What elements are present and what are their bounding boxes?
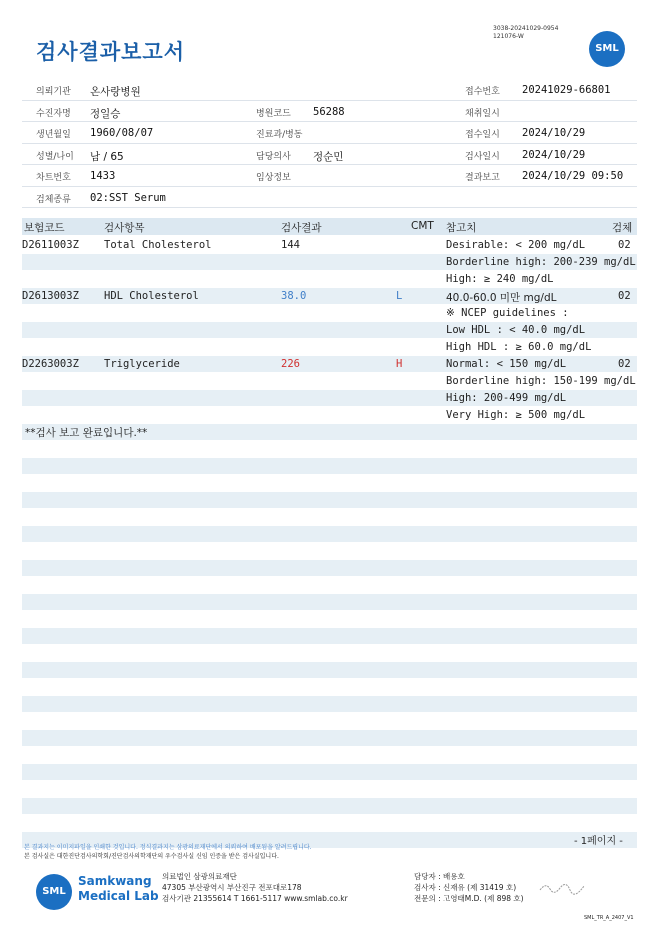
info-row-2 <box>22 101 637 123</box>
row3-code: D2263003Z <box>22 358 79 370</box>
row-stripe <box>22 628 637 644</box>
row1-ref-2: Borderline high: 200-239 mg/dL <box>446 256 636 268</box>
info-row-1 <box>22 79 637 101</box>
row3-item: Triglyceride <box>104 358 180 370</box>
staff-specialist: 전문의 : 고영태M.D. (제 898 호) <box>414 894 524 903</box>
row2-flag: L <box>396 290 403 302</box>
doctor-label: 담당의사 <box>256 151 291 162</box>
signature-scribble <box>538 880 588 896</box>
sex-age-value: 남 / 65 <box>90 150 124 163</box>
row-stripe <box>22 662 637 678</box>
clinical-label: 임상정보 <box>256 173 291 183</box>
row1-code: D2611003Z <box>22 239 79 251</box>
row3-ref-1: Normal: < 150 mg/dL <box>446 358 567 370</box>
row3-specimen: 02 <box>618 358 631 370</box>
org-address: 47305 부산광역시 부산진구 전포대로178 <box>162 883 302 892</box>
brand-line2: Medical Lab <box>78 889 159 903</box>
dept-label: 진료과/병동 <box>256 130 303 140</box>
reference-code <box>493 25 558 41</box>
row2-ref-3: Low HDL : < 40.0 mg/dL <box>446 324 586 336</box>
row-stripe <box>22 560 637 576</box>
specimen-value: 02:SST Serum <box>90 191 166 204</box>
row-stripe <box>22 798 637 814</box>
row-stripe <box>22 526 637 542</box>
test-date-label: 검사일시 <box>465 151 500 162</box>
receipt-no-label: 접수번호 <box>465 87 500 97</box>
row2-item: HDL Cholesterol <box>104 290 199 302</box>
info-row-6 <box>22 187 637 209</box>
org-contact: 검사기관 21355614 T 1661-5117 www.smlab.co.kr <box>162 894 348 903</box>
row1-ref-3: High: ≥ 240 mg/dL <box>446 273 554 285</box>
col-code: 보험코드 <box>24 222 65 234</box>
specimen-label: 검체종류 <box>36 194 71 205</box>
page-number: - 1페이지 - <box>574 836 623 847</box>
col-cmt: CMT <box>411 220 434 232</box>
birth-label: 생년월일 <box>36 130 71 140</box>
institution-value: 온사랑병원 <box>90 86 141 98</box>
row-stripe <box>22 764 637 780</box>
row3-result: 226 <box>281 358 300 370</box>
row3-ref-2: Borderline high: 150-199 mg/dL <box>446 375 636 387</box>
footer-brand <box>78 874 159 904</box>
row1-specimen: 02 <box>618 239 631 251</box>
footer-org-info <box>162 871 348 904</box>
row-stripe <box>22 730 637 746</box>
report-value: 2024/10/29 09:50 <box>522 170 624 182</box>
patient-value: 정일승 <box>90 107 121 120</box>
staff-manager: 담당자 : 배용호 <box>414 872 465 881</box>
footnote-image: 본 결과지는 이미지파일을 인쇄한 것입니다. 정식결과지는 삼광의료재단에서 의뢰하여 배포됨을 알려드립니다. <box>24 844 312 851</box>
brand-line1: Samkwang <box>78 874 152 888</box>
report-complete-note: **검사 보고 완료입니다.** <box>25 427 148 439</box>
ref-code-line2: 121076-W <box>493 33 524 40</box>
receipt-date-value: 2024/10/29 <box>522 127 586 139</box>
doctor-value: 정순민 <box>313 150 344 163</box>
col-item: 검사항목 <box>104 222 145 234</box>
page-title: 검사결과보고서 <box>36 40 186 64</box>
row1-item: Total Cholesterol <box>104 239 212 251</box>
receipt-date-label: 접수일시 <box>465 130 500 140</box>
row3-ref-3: High: 200-499 mg/dL <box>446 392 567 404</box>
row-stripe <box>22 696 637 712</box>
footer-staff <box>414 871 524 904</box>
hospital-code-value: 56288 <box>313 105 345 118</box>
row1-ref-1: Desirable: < 200 mg/dL <box>446 239 586 251</box>
row-stripe <box>22 492 637 508</box>
row2-code: D2613003Z <box>22 290 79 302</box>
col-specimen: 검체 <box>612 222 633 234</box>
receipt-no-value: 20241029-66801 <box>522 84 611 96</box>
row-stripe <box>22 594 637 610</box>
test-date-value: 2024/10/29 <box>522 148 586 161</box>
row3-ref-4: Very High: ≥ 500 mg/dL <box>446 409 586 421</box>
org-name: 의료법인 삼광의료재단 <box>162 872 237 881</box>
collect-label: 채취일시 <box>465 108 500 119</box>
chart-value: 1433 <box>90 170 116 182</box>
row2-ref-4: High HDL : ≥ 60.0 mg/dL <box>446 341 592 353</box>
report-label: 결과보고 <box>465 173 500 183</box>
ref-code-line1: 3038-20241029-0954 <box>493 25 559 32</box>
patient-info <box>22 79 637 208</box>
footer-sml-logo: SML <box>36 874 72 910</box>
row1-result: 144 <box>281 239 300 251</box>
sml-logo: SML <box>589 31 625 67</box>
info-row-3 <box>22 122 637 144</box>
col-ref: 참고치 <box>446 222 477 234</box>
row-stripe <box>22 458 637 474</box>
row2-specimen: 02 <box>618 290 631 302</box>
info-row-5 <box>22 165 637 187</box>
footnote-certified: 본 검사실은 대한진단검사의학회/진단검사의학재단의 우수검사실 신임 인증을 받은 검사실입니다. <box>24 853 279 860</box>
info-row-4 <box>22 144 637 166</box>
institution-label: 의뢰기관 <box>36 87 71 97</box>
hospital-code-label: 병원코드 <box>256 108 291 119</box>
staff-tester: 검사자 : 신재유 (제 31419 호) <box>414 883 517 892</box>
row2-ref-2: ※ NCEP guidelines : <box>446 307 569 319</box>
form-code: SML_TR_A_2407_V1 <box>584 915 634 921</box>
col-result: 검사결과 <box>281 222 322 234</box>
row2-ref-1: 40.0-60.0 미만 mg/dL <box>446 292 557 304</box>
chart-label: 차트번호 <box>36 173 71 183</box>
birth-value: 1960/08/07 <box>90 127 154 139</box>
results-table-header <box>22 218 637 235</box>
sex-age-label: 성별/나이 <box>36 151 74 162</box>
row2-result: 38.0 <box>281 290 307 302</box>
row3-flag: H <box>396 358 403 370</box>
patient-label: 수진자명 <box>36 108 71 119</box>
